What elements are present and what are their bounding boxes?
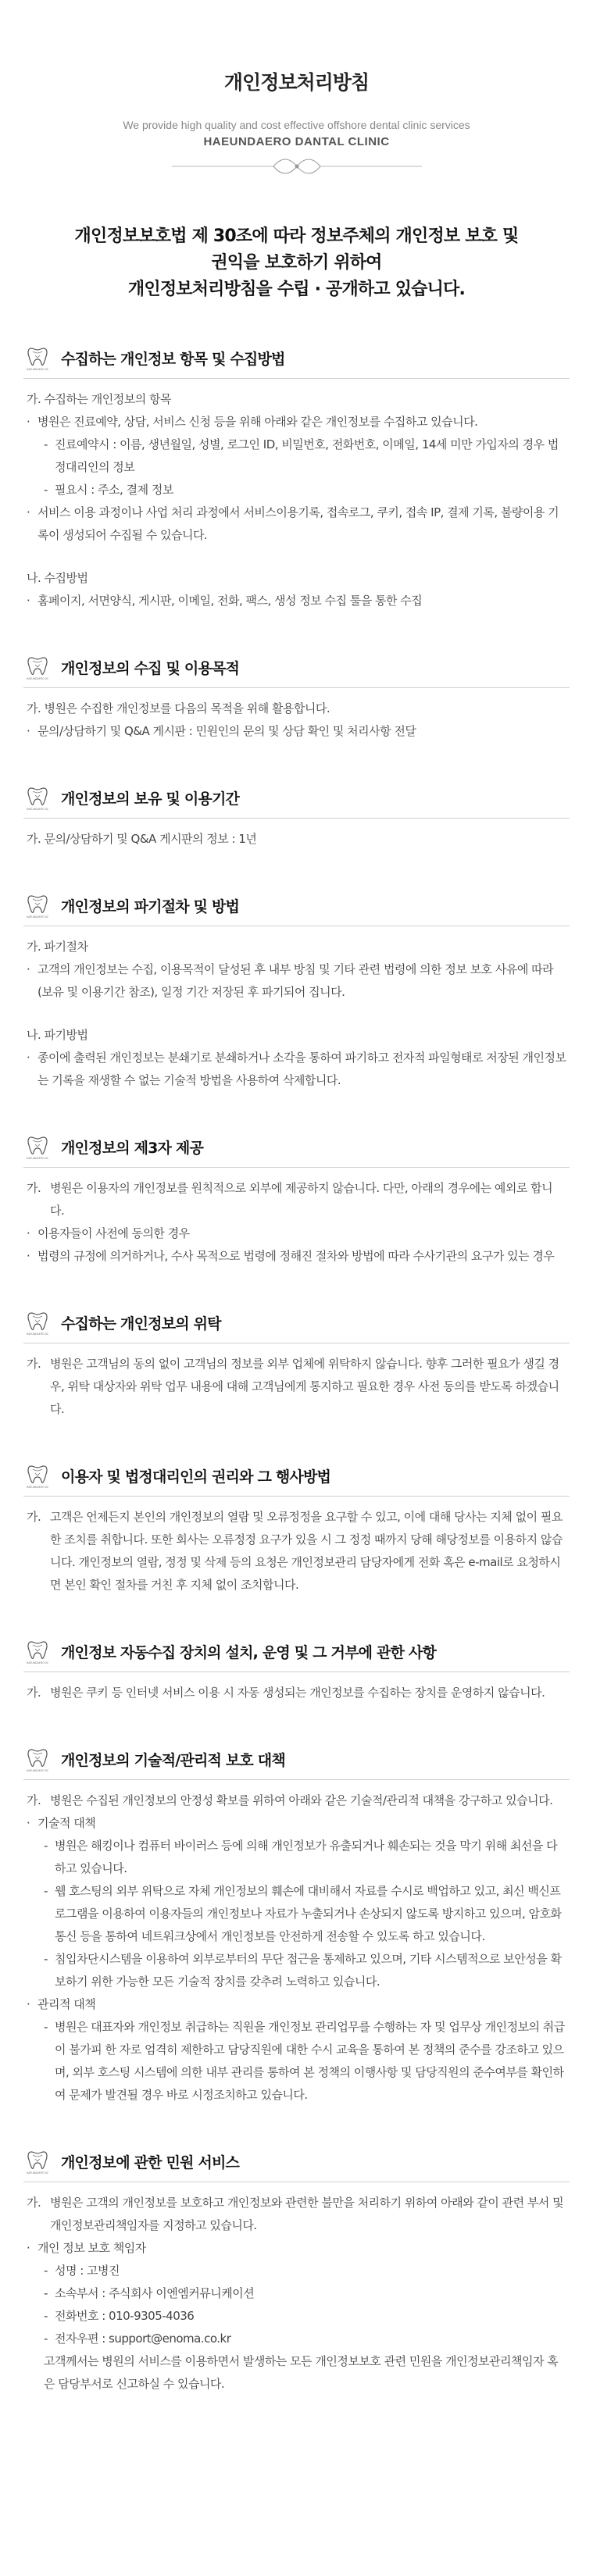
tooth-logo-icon	[23, 891, 52, 919]
bullet-item	[27, 1222, 566, 1245]
section-title: 개인정보 자동수집 장치의 설치, 운영 및 그 거부에 관한 사항	[61, 1643, 437, 1661]
bullet-mark: ·	[27, 415, 30, 429]
tooth-logo-icon	[23, 1133, 52, 1161]
bullet-item	[27, 720, 566, 743]
section-title: 개인정보의 파기절차 및 방법	[61, 897, 240, 915]
section-body	[23, 926, 570, 1092]
bullet-item	[27, 590, 566, 612]
bullet-item	[27, 1047, 566, 1092]
section-header	[23, 653, 570, 688]
section-destruction	[23, 891, 570, 1092]
section-title: 개인정보의 보유 및 이용기간	[61, 790, 240, 808]
bullet-item	[27, 501, 566, 547]
section-title: 수집하는 개인정보 항목 및 수집방법	[61, 350, 285, 368]
bullet-mark: ·	[27, 594, 30, 608]
section-body	[23, 1343, 570, 1421]
logo-text: HAEUNDAERO DC	[26, 1661, 49, 1664]
bullet-item	[27, 1245, 566, 1268]
dash-item	[27, 1948, 566, 1993]
tooth-logo-icon	[23, 1637, 52, 1665]
page-header	[23, 0, 570, 178]
item-mark: 가.	[27, 2196, 41, 2210]
bullet-text: 병원은 진료예약, 상담, 서비스 신청 등을 위해 아래와 같은 개인정보를 수집하고 있습니다.	[38, 415, 478, 429]
bullet-text: 관리적 대책	[38, 1997, 96, 2011]
dash-item	[27, 1835, 566, 1880]
page-title: 개인정보처리방침	[223, 71, 370, 94]
bullet-mark: ·	[27, 1997, 30, 2011]
bullet-item	[27, 2237, 566, 2260]
dash-mark: -	[44, 2264, 48, 2278]
section-cookies	[23, 1637, 570, 1704]
tooth-logo-icon	[23, 783, 52, 812]
sub-heading: 가. 파기절차	[27, 940, 88, 954]
dash-text: 웹 호스팅의 외부 위탁으로 자체 개인정보의 훼손에 대비해서 자료를 수시로 백업하고 있고, 최신 백신프로그램을 이용하여 이용자들의 개인정보나 자료가 누출되거나 손상되지 않도록 방지하고 있으며, 암호화통신 등을 통하여 네트워크상에서 개인정보를 안전하게 전송할 수 있도록 하고 있습니다.	[55, 1884, 562, 1943]
tooth-logo-icon	[23, 1745, 52, 1773]
clinic-name: HAEUNDAERO DANTAL CLINIC	[203, 135, 390, 148]
dash-item	[27, 2016, 566, 2107]
section-body	[23, 1168, 570, 1268]
logo-text: HAEUNDAERO DC	[26, 2171, 49, 2175]
dash-mark: -	[44, 2020, 48, 2034]
tooth-logo-icon	[23, 653, 52, 681]
section-body	[23, 1672, 570, 1704]
dash-item	[27, 2328, 566, 2350]
bullet-item	[27, 958, 566, 1004]
bullet-text: 법령의 규정에 의거하거나, 수사 목적으로 법령에 정해진 절차와 방법에 따라 수사기관의 요구가 있는 경우	[38, 1249, 555, 1263]
logo-text: HAEUNDAERO DC	[26, 808, 49, 811]
intro-line: 개인정보처리방침을 수립 · 공개하고 있습니다.	[127, 280, 466, 299]
item-mark: 가.	[27, 1357, 41, 1371]
section-header	[23, 1745, 570, 1780]
paragraph: 병원은 고객님의 동의 없이 고객님의 정보를 외부 업체에 위탁하지 않습니다. 향후 그러한 필요가 생길 경우, 위탁 대상자와 위탁 업무 내용에 대해 고객님에게 통지하고 필요한 경우 사전 동의를 받도록 하겠습니다.	[50, 1357, 559, 1416]
section-outsourcing	[23, 1308, 570, 1421]
dash-mark: -	[44, 2309, 48, 2323]
dash-mark: -	[44, 1839, 48, 1853]
logo-text: HAEUNDAERO DC	[26, 677, 49, 680]
paragraph: 고객은 언제든지 본인의 개인정보의 열람 및 오류정정을 요구할 수 있고, 이에 대해 당사는 지체 없이 필요한 조치를 취합니다. 또한 회사는 오류정정 요구가 있을 시 그 정정 때까지 당해 해당정보를 이용하지 않습니다. 개인정보의 열람, 정정 및 삭제 등의 요청은 개인정보관리 담당자에게 전화 혹은 e-mail로 요청하시면 본인 확인 절차를 거친 후 지체 없이 조치합니다.	[50, 1510, 563, 1592]
bullet-text: 서비스 이용 과정이나 사업 처리 과정에서 서비스이용기록, 접속로그, 쿠키, 접속 IP, 결제 기록, 불량이용 기록이 생성되어 수집될 수 있습니다.	[38, 505, 559, 542]
dash-mark: -	[44, 1952, 48, 1966]
bullet-text: 기술적 대책	[38, 1816, 96, 1830]
section-retention	[23, 783, 570, 851]
intro-line: 개인정보보호법 제 30조에 따라 정보주체의 개인정보 보호 및	[74, 227, 519, 246]
paragraph: 병원은 쿠키 등 인터넷 서비스 이용 시 자동 생성되는 개인정보를 수집하는 장치를 운영하지 않습니다.	[50, 1686, 545, 1700]
bullet-mark: ·	[27, 1816, 30, 1830]
logo-text: HAEUNDAERO DC	[26, 368, 49, 371]
tooth-logo-icon	[23, 344, 52, 372]
numbered-paragraph	[27, 1506, 566, 1597]
dash-item	[27, 2305, 566, 2328]
numbered-paragraph	[27, 1789, 566, 1812]
sub-heading: 가. 수집하는 개인정보의 항목	[27, 392, 171, 406]
bullet-item	[27, 1812, 566, 1835]
dash-text: 침입차단시스템을 이용하여 외부로부터의 무단 접근을 통제하고 있으며, 기타 시스템적으로 보안성을 확보하기 위한 가능한 모든 기술적 장치를 갖추려 노력하고 있습니다.	[55, 1952, 562, 1989]
section-body	[23, 2182, 570, 2396]
section-title: 개인정보의 기술적/관리적 보호 대책	[61, 1751, 285, 1769]
paragraph: 가. 병원은 수집한 개인정보를 다음의 목적을 위해 활용합니다.	[27, 701, 330, 715]
section-body	[23, 1780, 570, 2107]
logo-text: HAEUNDAERO DC	[26, 1769, 49, 1772]
intro-line: 권익을 보호하기 위하여	[211, 253, 382, 273]
section-body	[23, 819, 570, 851]
intro-statement	[23, 223, 570, 303]
numbered-paragraph	[27, 1682, 566, 1704]
section-body	[23, 379, 570, 612]
logo-text: HAEUNDAERO DC	[26, 1157, 49, 1160]
ornament-divider	[172, 155, 422, 178]
paragraph: 병원은 수집된 개인정보의 안정성 확보를 위하여 아래와 같은 기술적/관리적 대책을 강구하고 있습니다.	[50, 1793, 553, 1807]
paragraph: 병원은 고객의 개인정보를 보호하고 개인정보와 관련한 불만을 처리하기 위하여 아래와 같이 관련 부서 및 개인정보관리책임자를 지정하고 있습니다.	[50, 2196, 564, 2232]
section-header	[23, 1308, 570, 1343]
section-header	[23, 344, 570, 379]
dash-mark: -	[44, 1884, 48, 1898]
sub-heading: 나. 파기방법	[27, 1028, 88, 1042]
officer-phone: 전화번호 : 010-9305-4036	[55, 2309, 195, 2323]
logo-text: HAEUNDAERO DC	[26, 1333, 49, 1336]
section-title: 수집하는 개인정보의 위탁	[61, 1315, 221, 1333]
section-title: 개인정보에 관한 민원 서비스	[61, 2153, 240, 2171]
bullet-text: 홈페이지, 서면양식, 게시판, 이메일, 전화, 팩스, 생성 정보 수집 툴을 통한 수집	[38, 594, 423, 608]
bullet-mark: ·	[27, 1226, 30, 1240]
section-third-party	[23, 1133, 570, 1268]
logo-text: HAEUNDAERO DC	[26, 1486, 49, 1489]
sub-heading: 나. 수집방법	[27, 571, 88, 585]
tooth-logo-icon	[23, 1461, 52, 1490]
bullet-text: 이용자들이 사전에 동의한 경우	[38, 1226, 190, 1240]
officer-name: 성명 : 고병진	[55, 2264, 120, 2278]
paragraph: 가. 문의/상담하기 및 Q&A 게시판의 정보 : 1년	[27, 832, 257, 846]
bullet-text: 종이에 출력된 개인정보는 분쇄기로 분쇄하거나 소각을 통하여 파기하고 전자적 파일형태로 저장된 개인정보는 기록을 재생할 수 없는 기술적 방법을 사용하여 삭제합니다.	[38, 1051, 566, 1087]
bullet-mark: ·	[27, 2241, 30, 2255]
bullet-mark: ·	[27, 962, 30, 976]
section-protection-measures	[23, 1745, 570, 2107]
numbered-paragraph	[27, 2192, 566, 2237]
section-purpose	[23, 653, 570, 743]
bullet-item	[27, 1993, 566, 2016]
officer-email: 전자우편 : support@enoma.co.kr	[55, 2332, 231, 2346]
tagline: We provide high quality and cost effective offshore dental clinic services	[123, 119, 470, 131]
bullet-text: 문의/상담하기 및 Q&A 게시판 : 민원인의 문의 및 상담 확인 및 처리사항 전달	[38, 724, 416, 738]
section-user-rights	[23, 1461, 570, 1597]
item-mark: 가.	[27, 1510, 41, 1524]
tooth-logo-icon	[23, 2147, 52, 2175]
closing-paragraph: 고객께서는 병원의 서비스를 이용하면서 발생하는 모든 개인정보보호 관련 민원을 개인정보관리책임자 혹은 담당부서로 신고하실 수 있습니다.	[44, 2354, 559, 2391]
paragraph: 병원은 이용자의 개인정보를 원칙적으로 외부에 제공하지 않습니다. 다만, 아래의 경우에는 예외로 합니다.	[50, 1181, 553, 1218]
bullet-text: 개인 정보 보호 책임자	[38, 2241, 146, 2255]
dash-text: 진료예약시 : 이름, 생년월일, 성별, 로그인 ID, 비밀번호, 전화번호, 이메일, 14세 미만 가입자의 경우 법정대리인의 정보	[55, 437, 559, 474]
section-complaint-service	[23, 2147, 570, 2396]
section-title: 개인정보의 제3자 제공	[61, 1139, 204, 1157]
item-mark: 가.	[27, 1686, 41, 1700]
section-title: 개인정보의 수집 및 이용목적	[61, 659, 240, 677]
officer-department: 소속부서 : 주식회사 이엔엠커뮤니케이션	[55, 2286, 255, 2300]
dash-text: 필요시 : 주소, 결제 정보	[55, 483, 173, 497]
bullet-mark: ·	[27, 724, 30, 738]
dash-mark: -	[44, 2332, 48, 2346]
dash-item	[27, 2260, 566, 2282]
dash-item	[27, 2282, 566, 2305]
dash-text: 병원은 해킹이나 컴퓨터 바이러스 등에 의해 개인정보가 유출되거나 훼손되는 것을 막기 위해 최선을 다하고 있습니다.	[55, 1839, 558, 1875]
dash-item	[27, 433, 566, 479]
bullet-mark: ·	[27, 505, 30, 519]
item-mark: 가.	[27, 1181, 41, 1195]
tooth-logo-icon	[23, 1308, 52, 1336]
section-header	[23, 1133, 570, 1168]
dash-mark: -	[44, 483, 48, 497]
section-header	[23, 783, 570, 819]
logo-text: HAEUNDAERO DC	[26, 915, 49, 919]
section-title: 이용자 및 법정대리인의 권리와 그 행사방법	[61, 1468, 331, 1486]
section-body	[23, 1497, 570, 1597]
numbered-paragraph	[27, 1177, 566, 1222]
dash-mark: -	[44, 2286, 48, 2300]
dash-item	[27, 479, 566, 501]
bullet-text: 고객의 개인정보는 수집, 이용목적이 달성된 후 내부 방침 및 기타 관련 법령에 의한 정보 보호 사유에 따라(보유 및 이용기간 참조), 일정 기간 저장된 후 파기되어 집니다.	[38, 962, 554, 999]
bullet-mark: ·	[27, 1249, 30, 1263]
dash-item	[27, 1880, 566, 1948]
section-header	[23, 2147, 570, 2182]
bullet-item	[27, 411, 566, 433]
item-mark: 가.	[27, 1793, 41, 1807]
dash-mark: -	[44, 437, 48, 451]
section-header	[23, 1637, 570, 1672]
dash-text: 병원은 대표자와 개인정보 취급하는 직원을 개인정보 관리업무를 수행하는 자 및 업무상 개인정보의 취급이 불가피 한 자로 엄격히 제한하고 담당직원에 대한 수시 교육을 통하여 본 정책의 준수를 강조하고 있으며, 외부 호스팅 시스템에 의한 내부 관리를 통하여 본 정책의 이행사항 및 담당직원의 준수여부를 확인하여 문제가 발견될 경우 바로 시정조치하고 있습니다.	[55, 2020, 565, 2102]
section-collected-items	[23, 344, 570, 612]
section-header	[23, 891, 570, 926]
numbered-paragraph	[27, 1353, 566, 1421]
bullet-mark: ·	[27, 1051, 30, 1065]
section-body	[23, 688, 570, 743]
section-header	[23, 1461, 570, 1497]
